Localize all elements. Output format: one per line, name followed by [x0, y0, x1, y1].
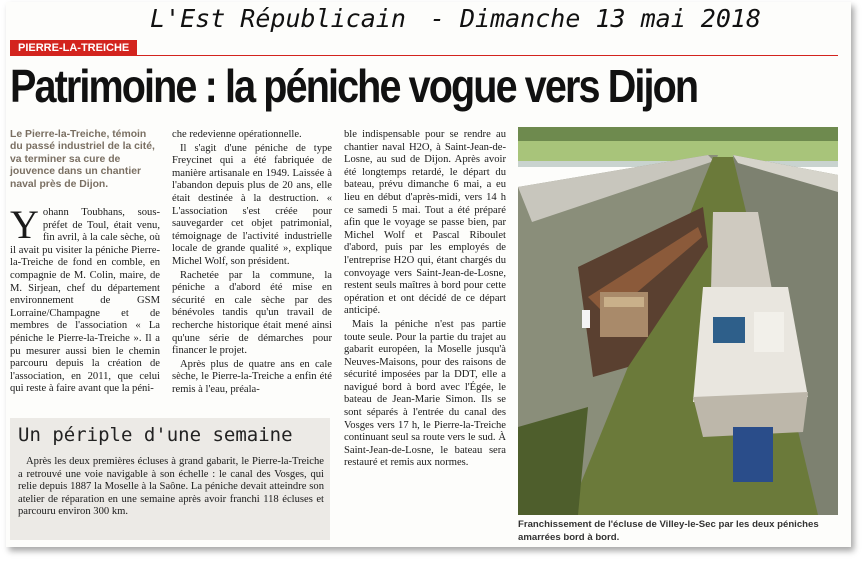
photo-caption: Franchissement de l'écluse de Villey-le-Sec par les deux péniches amarrées bord à bord. [518, 519, 819, 543]
column-2-paragraph: che redevienne opérationnelle. [172, 129, 302, 140]
sidebar-box-text: Après les deux premières écluses à grand gabarit, le Pierre-la-Treiche a retrouvé une voie navigable à son échelle : le canal des Vosges, qui relie depuis 1887 la Moselle à la Saône. La péniche devait atteindre son atelier de réparation en une semaine après avoir franchi 118 écluses et parcouru environ 300 km. [18, 456, 324, 518]
lock-barges-photo [518, 127, 838, 515]
column-3-paragraph: Mais la péniche n'est pas partie toute seule. Pour la partie du trajet au gabarit européen, la Moselle jusqu'à Neuves-Maisons, pour des raisons de sécurité imposées par la DDT, elle a navigué bord à bord avec l'Égée, le bateau de Jean-Marie Simon. Ils se sont séparés à l'entrée du canal des Vosges vers 17 h, le Pierre-la-Treiche continuant seul sa route vers le sud. À Saint-Jean-de-Losne, le bateau sera restauré et remis aux normes. [344, 318, 506, 469]
publication-date: - Dimanche 13 mai 2018 [429, 4, 762, 33]
photo-illustration [518, 127, 838, 515]
sidebar-box-title: Un périple d'une semaine [18, 424, 293, 446]
column-2-paragraph: Après plus de quatre ans en cale sèche, le Pierre-la-Treiche a enfin été remis à l'eau, préala- [172, 358, 332, 395]
drop-cap: Y [10, 202, 39, 247]
column-1-paragraph: Yohann Toubhans, sous-préfet de Toul, était venu, fin avril, à la cale sèche, où il avait pu visiter la péniche Pierre-la-Treiche de fond en comble, en compagnie de M. Colin, maire, de M. Sirjean, chef du département environnement de GSM Lorraine/Champagne et de membres de l'association « La péniche le Pierre-la-Treiche ». Il a pu mesurer aussi bien le chemin parcouru depuis la création de l'association, en 2011, que celui qui reste à faire avant que la péni- [10, 202, 160, 395]
headline: Patrimoine : la péniche vogue vers Dijon [10, 60, 698, 112]
masthead [150, 4, 830, 36]
article-lead: Le Pierre-la-Treiche, témoin du passé industriel de la cité, va terminer sa cure de jouvence dans un chantier naval près de Dijon. [10, 129, 155, 190]
column-2-paragraph: Il s'agit d'une péniche de type Freycinet qui a été fabriquée de manière artisanale en 1949. Laissée à l'abandon depuis plus de 20 ans, elle était destinée à la destruction. « L'association s'est créée pour sauvegarder cet objet patrimonial, témoignage de l'activité industrielle locale de grande qualité », explique Michel Wolf, son président. [172, 142, 332, 267]
column-3 [344, 129, 506, 471]
column-2 [172, 129, 332, 397]
column-1 [10, 202, 160, 397]
sidebar-box [10, 418, 330, 540]
column-2-paragraph: Rachetée par la commune, la péniche a d'abord été mise en sécurité en cale sèche par des bénévoles tandis qu'un travail de recherche historique était mené ainsi qu'une série de démarches pour financer le projet. [172, 269, 332, 357]
newspaper-name: L'Est Républicain [150, 4, 406, 33]
column-3-paragraph: ble indispensable pour se rendre au chantier naval H2O, à Saint-Jean-de-Losne, au sud de Dijon. Après avoir été longtemps retardé, le départ du bateau, prévu dimanche 6 mai, a eu lieu en début d'après-midi, vers 14 h ce samedi 5 mai. Tout a été préparé afin que le voyage se passe bien, par Michel Wolf et Pascal Riboulet d'abord, puis par les employés de l'entreprise H2O qui, étant chargés du convoyage vers Saint-Jean-de-Losne, restent seuls maîtres à bord pour cette opération et ont décidé de ce départ anticipé. [344, 129, 506, 317]
section-rubric: PIERRE-LA-TREICHE [10, 40, 137, 56]
